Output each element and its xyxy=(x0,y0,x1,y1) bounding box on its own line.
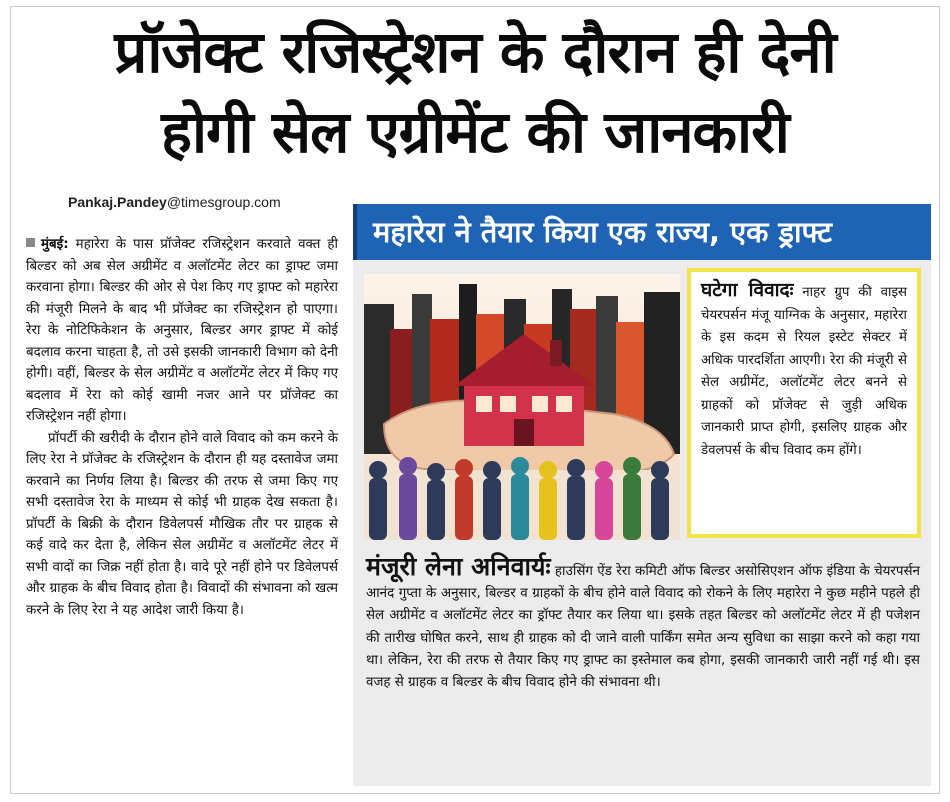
story-paragraph-2: प्रॉपर्टी की खरीदी के दौरान होने वाले विवाद को कम करने के लिए रेरा ने प्रॉजेक्ट के रजिस्ट्रेशन के दौरान ही यह दस्तावेज जमा करवाने का निर्णय लिया है। बिल्डर की तरफ से जमा किए गए सभी दस्तावेज रेरा के माध्यम से कोई भी ग्राहक देख सकता है। प्रॉपर्टी के बिक्री के दौरान डिवेलपर्स मौखिक तौर पर ग्राहक से कई वादे कर देता है, लेकिन सेल अग्रीमेंट व अलॉटमेंट लेटर में सभी वादों का जिक्र नहीं होता है। वादे पूरे नहीं होने पर डिवेलपर्स और ग्राहक के बीच विवाद होता है। विवादों की संभावना को खत्म करने के लिए रेरा ने यह आदेश जारी किया है। xyxy=(26,430,338,618)
house-illustration xyxy=(364,274,680,540)
quote-box xyxy=(687,268,921,538)
headline-line-2: होगी सेल एग्रीमेंट की जानकारी xyxy=(161,98,789,166)
quote-kicker: घटेगा विवादः xyxy=(701,279,794,301)
quote-text: नाहर ग्रुप की वाइस चेयरपर्सन मंजू याग्निक के अनुसार, महारेरा के इस कदम से रियल इस्टेट सेक्टर में अधिक पारदर्शिता आएगी। रेरा की मंजूरी से सेल अग्रीमेंट, अलॉटमेंट लेटर बनने से ग्राहकों को प्रॉजेक्ट से जुड़ी अधिक जानकारी प्राप्त होगी, इसलिए ग्राहक और डेवलपर्स के बीच विवाद कम होंगे। xyxy=(701,285,908,458)
headline-line-1: प्रॉजेक्ट रजिस्ट्रेशन के दौरान ही देनी xyxy=(114,18,836,86)
house-in-hand-image xyxy=(364,274,680,540)
crowd-silhouettes-icon xyxy=(364,457,680,540)
left-column-story xyxy=(26,234,338,621)
paragraph-1-text: महारेरा के पास प्रॉजेक्ट रजिस्ट्रेशन करवाते वक्त ही बिल्डर को अब सेल अग्रीमेंट व अलॉटमेंट लेटर का ड्राफ्ट जमा करवाना होगा। बिल्डर की ओर से पेश किए गए ड्राफ्ट को महारेरा की मंजूरी मिलने के बाद भी प्रॉजेक्ट का रजिस्ट्रेशन हो पाएगा। रेरा के नोटिफिकेशन के अनुसार, बिल्डर अगर ड्राफ्ट में कोई बदलाव करना चाहता है, तो उसे इसकी जानकारी विभाग को देनी होगी। वहीं, बिल्डर के सेल अग्रीमेंट व अलॉटमेंट लेटर में किए गए बदलाव में रेरा को कोई खामी नजर आने पर प्रॉजेक्ट का रजिस्ट्रेशन नहीं होगा। xyxy=(26,237,338,424)
lower-story xyxy=(366,554,920,694)
story-paragraph-1 xyxy=(26,234,338,428)
byline-domain: @timesgroup.com xyxy=(166,194,281,210)
lower-story-kicker: मंजूरी लेना अनिवार्यः xyxy=(366,552,551,581)
byline xyxy=(68,194,281,210)
square-bullet-icon xyxy=(26,238,35,247)
byline-name: Pankaj.Pandey xyxy=(68,194,167,210)
dateline: मुंबई: xyxy=(41,237,69,252)
lower-story-text: हाउसिंग ऐंड रेरा कमिटी ऑफ बिल्डर असोसिएशन ऑफ इंडिया के चेयरपर्सन आनंद गुप्ता के अनुसार, बिल्डर व ग्राहकों के बीच होने वाले विवाद को रोकने के लिए महारेरा ने कुछ महीने पहले ही सेल अग्रीमेंट व अलॉटमेंट लेटर का ड्रॉफ्ट तैयार कर लिया था। इसके तहत बिल्डर को अलॉटमेंट लेटर में ही पजेशन की तारीख घोषित करने, साथ ही ग्राहक को दी जाने वाली पार्किंग समेत अन्य सुविधा का साझा करने को कहा गया था। लेकिन, रेरा की तरफ से तैयार किए गए ड्राफ्ट का इस्तेमाल कब होगा, इसकी जानकारी जारी नहीं गई थी। इस वजह से ग्राहक व बिल्डर के बीच विवाद होने की संभावना थी। xyxy=(366,564,920,691)
section-banner: महारेरा ने तैयार किया एक राज्य, एक ड्राफ्ट xyxy=(353,204,931,260)
headline xyxy=(0,12,950,172)
